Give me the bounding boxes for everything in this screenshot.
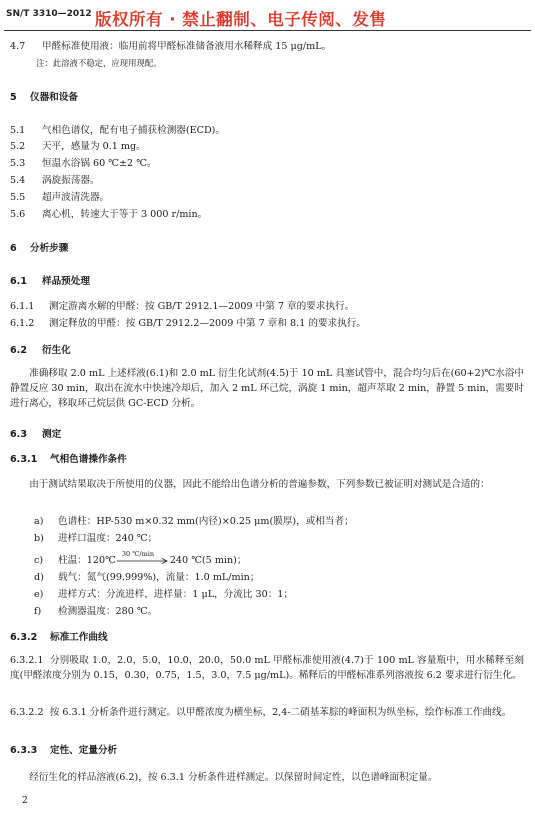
section-title: 分析步骤 <box>30 243 69 254</box>
clause-number: 6.3.2.1 <box>10 655 44 666</box>
column-temp-end: 240 ℃(5 min)； <box>169 555 247 566</box>
section-number: 5 <box>10 92 17 103</box>
clause-number: 5.4 <box>10 175 26 186</box>
copyright-watermark: 版权所有 · 禁止翻制、电子传阅、发售 <box>95 10 387 29</box>
list-label: c) <box>34 555 44 566</box>
paragraph-6-3-1: 由于测试结果取决于所使用的仪器，因此不能给出色谱分析的普遍参数，下列参数已被证明对测试是合适的： <box>29 479 490 490</box>
page-number: 2 <box>22 796 28 806</box>
paragraph-6-2: 准确移取 2.0 mL 上述样液(6.1)和 2.0 mL 衍生化试剂(4.5)于 10 mL 具塞试管中，混合均匀后在(60+2)℃水浴中静置反应 30 min，取出在流水中快速冷却后，加入 2 mL 环己烷，涡旋 1 min，超声萃取 2 min，静置 5 min，需要时进行离心，移取环己烷层供 GC-ECD 分析。 <box>10 368 524 409</box>
clause-number: 5.5 <box>10 192 26 203</box>
section-title: 定性、定量分析 <box>50 745 118 756</box>
clause-text: 恒温水浴锅 60 ℃±2 ℃。 <box>42 158 157 169</box>
clause-6-3-2-1 <box>10 653 524 683</box>
list-label: d) <box>34 572 44 583</box>
section-number: 6.3.2 <box>10 632 38 643</box>
section-title: 气相色谱操作条件 <box>50 454 127 465</box>
clause-number: 6.1.2 <box>10 318 35 329</box>
clause-6-3-2-2 <box>10 705 524 720</box>
clause-text: 测定释放的甲醛：按 GB/T 2912.2—2009 中第 7 章和 8.1 的要求执行。 <box>49 318 366 329</box>
list-label: f) <box>34 606 42 617</box>
list-text: 色谱柱：HP-530 m×0.32 mm(内径)×0.25 μm(膜厚)，或相当者； <box>58 516 354 527</box>
clause-number: 4.7 <box>10 41 26 52</box>
clause-number: 5.1 <box>10 125 26 136</box>
clause-number: 5.3 <box>10 158 26 169</box>
clause-text: 分别吸取 1.0，2.0，5.0，10.0，20.0，50.0 mL 甲醛标准使用液(4.7)于 100 mL 容量瓶中，用水稀释至刻度(甲醛浓度分别为 0.15，0.30，0.75，1.5，3.0，7.5 μg/mL)。稀释后的甲醛标准系列溶液按 6.2 要求进行衍生化。 <box>10 655 524 681</box>
document-code: SN/T 3310—2012 <box>6 9 92 19</box>
list-text <box>58 549 247 567</box>
section-title: 衍生化 <box>42 345 71 356</box>
clause-number: 6.3.2.2 <box>10 707 44 718</box>
clause-text: 离心机，转速大于等于 3 000 r/min。 <box>42 209 208 220</box>
section-title: 样品预处理 <box>42 276 90 287</box>
clause-text: 涡旋振荡器。 <box>42 175 100 186</box>
clause-number: 5.6 <box>10 209 26 220</box>
list-text: 进样口温度：240 ℃； <box>58 533 158 544</box>
paragraph-6-3-3: 经衍生化的样品溶液(6.2)，按 6.3.1 分析条件进样测定。以保留时间定性，以色谱峰面积定量。 <box>29 772 438 783</box>
section-number: 6.3 <box>10 429 27 440</box>
clause-text: 天平，感量为 0.1 mg。 <box>42 141 146 152</box>
note-text: 注：此溶液不稳定，应现用现配。 <box>36 58 162 68</box>
section-number: 6.1 <box>10 276 27 287</box>
header-rule <box>4 30 531 31</box>
list-label: a) <box>34 516 44 527</box>
list-label: b) <box>34 533 44 544</box>
section-title: 标准工作曲线 <box>50 632 108 643</box>
section-number: 6.3.1 <box>10 454 38 465</box>
section-number: 6.2 <box>10 345 27 356</box>
clause-text: 甲醛标准使用液：临用前将甲醛标准储备液用水稀释成 15 μg/mL。 <box>42 41 332 52</box>
section-number: 6 <box>10 243 17 254</box>
section-title: 仪器和设备 <box>30 92 78 103</box>
clause-text: 超声波清洗器。 <box>42 192 110 203</box>
column-temp-start: 柱温：120℃ <box>58 555 116 566</box>
list-text: 进样方式：分流进样，进样量：1 μL，分流比 30：1； <box>58 589 293 600</box>
clause-text: 气相色谱仪，配有电子捕获检测器(ECD)。 <box>42 125 226 136</box>
ramp-rate-label: 30 ℃/min <box>121 549 155 558</box>
section-title: 测定 <box>42 429 62 440</box>
clause-number: 6.1.1 <box>10 301 35 312</box>
list-text: 检测器温度：280 ℃。 <box>58 606 158 617</box>
list-text: 载气：氮气(99.999%)，流量：1.0 mL/min； <box>58 572 260 583</box>
section-number: 6.3.3 <box>10 745 38 756</box>
clause-text: 按 6.3.1 分析条件进行测定。以甲醛浓度为横坐标，2,4-二硝基苯腙的峰面积为纵坐标，绘作标准工作曲线。 <box>49 707 512 718</box>
clause-number: 5.2 <box>10 141 26 152</box>
list-label: e) <box>34 589 44 600</box>
clause-text: 测定游离水解的甲醛：按 GB/T 2912.1—2009 中第 7 章的要求执行。 <box>49 301 355 312</box>
ramp-arrow <box>116 549 170 567</box>
